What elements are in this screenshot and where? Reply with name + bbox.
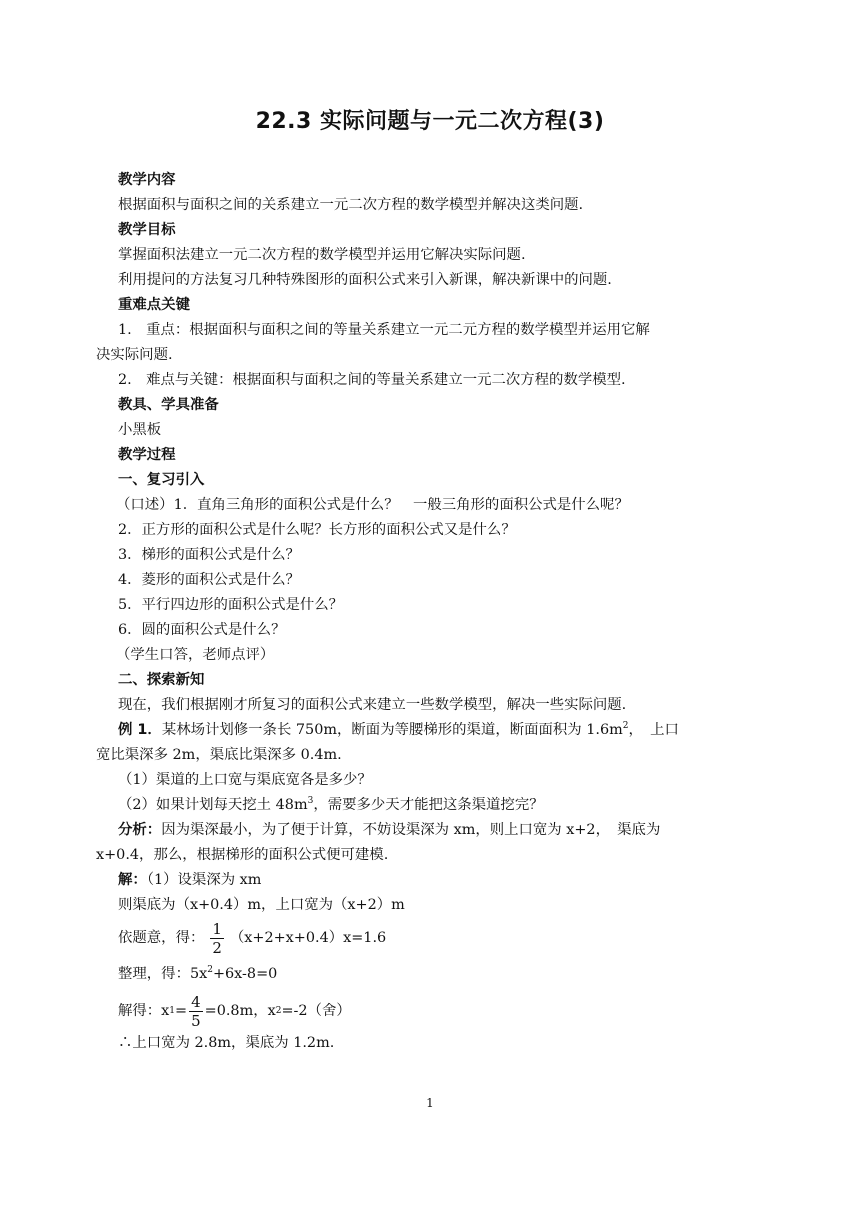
- paragraph: x+0.4，那么，根据梯形的面积公式便可建模.: [96, 847, 389, 863]
- fraction-numerator: 4: [191, 992, 201, 1011]
- analysis: [96, 818, 768, 843]
- paragraph: 掌握面积法建立一元二次方程的数学模型并运用它解决实际问题.: [118, 247, 526, 263]
- example-label: 例 1．: [118, 722, 162, 738]
- page-number: 1: [426, 1096, 434, 1110]
- example-text: ， 上口: [628, 722, 679, 738]
- example-question: [96, 793, 768, 818]
- review-question: 3．梯形的面积公式是什么？: [118, 547, 300, 563]
- superscript: 3: [307, 796, 314, 806]
- solution-conclusion: ∴上口宽为 2.8m，渠底为 1.2m.: [118, 1035, 335, 1051]
- example-text: （2）如果计划每天挖土 48m: [118, 797, 308, 813]
- review-question: 6．圆的面积公式是什么？: [118, 622, 286, 638]
- paragraph: 2. 难点与关键：根据面积与面积之间的等量关系建立一元二次方程的数学模型.: [118, 372, 626, 388]
- solution-text: +6x-8=0: [212, 966, 278, 982]
- paragraph: 根据面积与面积之间的关系建立一元二次方程的数学模型并解决这类问题.: [118, 197, 584, 213]
- subsection-heading-review: 一、复习引入: [118, 472, 205, 488]
- solution-text: 依题意，得：: [118, 929, 205, 946]
- section-heading-content: 教学内容: [118, 172, 176, 188]
- solution-text: 解得：x: [118, 1002, 170, 1019]
- note: （学生口答，老师点评）: [116, 647, 275, 663]
- solution-text: 整理，得：5x: [118, 966, 208, 982]
- page-title: 22.3 实际问题与一元二次方程(3): [255, 109, 605, 134]
- paragraph: 宽比渠深多 2m，渠底比渠深多 0.4m.: [96, 747, 342, 763]
- paragraph: 利用提问的方法复习几种特殊图形的面积公式来引入新课，解决新课中的问题.: [118, 272, 612, 288]
- analysis-text: 因为渠深最小，为了便于计算，不妨设渠深为 xm，则上口宽为 x+2， 渠底为: [161, 822, 661, 838]
- review-question: 5．平行四边形的面积公式是什么？: [118, 597, 344, 613]
- example-text: ，需要多少天才能把这条渠道挖完？: [313, 797, 544, 813]
- solution-text: =: [175, 1002, 188, 1019]
- paragraph: 现在，我们根据刚才所复习的面积公式来建立一些数学模型，解决一些实际问题.: [118, 697, 627, 713]
- superscript: 2: [622, 721, 629, 731]
- review-question: （口述）1．直角三角形的面积公式是什么？ 一般三角形的面积公式是什么呢？: [116, 497, 629, 513]
- example-1: [96, 718, 768, 743]
- solution-text: =0.8m，x: [204, 1002, 276, 1019]
- fraction: [210, 920, 224, 957]
- fraction-numerator: 1: [212, 919, 222, 938]
- document-body: [96, 168, 768, 1056]
- fraction: [189, 993, 203, 1030]
- paragraph: 1. 重点：根据面积与面积之间的等量关系建立一元二元方程的数学模型并运用它解: [118, 322, 650, 338]
- section-heading-tools: 教具、学具准备: [118, 397, 219, 413]
- solution-step: [96, 868, 768, 893]
- solution-text: （1）设渠深为 xm: [146, 872, 262, 888]
- example-question: （1）渠道的上口宽与渠底宽各是多少？: [118, 772, 372, 788]
- review-question: 4．菱形的面积公式是什么？: [118, 572, 300, 588]
- fraction-denominator: 2: [212, 938, 222, 957]
- paragraph: 决实际问题.: [96, 347, 173, 363]
- solution-equation: [96, 918, 768, 958]
- solution-text: （x+2+x+0.4）x=1.6: [229, 929, 387, 946]
- section-heading-key: 重难点关键: [118, 297, 190, 313]
- solution-label: 解：: [118, 872, 147, 888]
- section-heading-process: 教学过程: [118, 447, 176, 463]
- fraction-denominator: 5: [191, 1011, 201, 1030]
- review-question: 2．正方形的面积公式是什么呢？长方形的面积公式又是什么？: [118, 522, 516, 538]
- section-heading-goal: 教学目标: [118, 222, 176, 238]
- solution-step: 则渠底为（x+0.4）m，上口宽为（x+2）m: [118, 897, 405, 913]
- superscript: 2: [207, 965, 213, 975]
- subsection-heading-explore: 二、探索新知: [118, 672, 205, 688]
- solution-text: =-2（舍）: [281, 1002, 351, 1019]
- paragraph: 小黑板: [118, 422, 162, 438]
- example-text: 某林场计划修一条长 750m，断面为等腰梯形的渠道，断面面积为 1.6m: [161, 722, 623, 738]
- analysis-label: 分析：: [118, 822, 162, 838]
- solution-roots: 解得：x 1 = $\frac{4}{5}$ =0.8m，x 2 =-2（舍）: [118, 992, 351, 1030]
- solution-step: [96, 962, 768, 987]
